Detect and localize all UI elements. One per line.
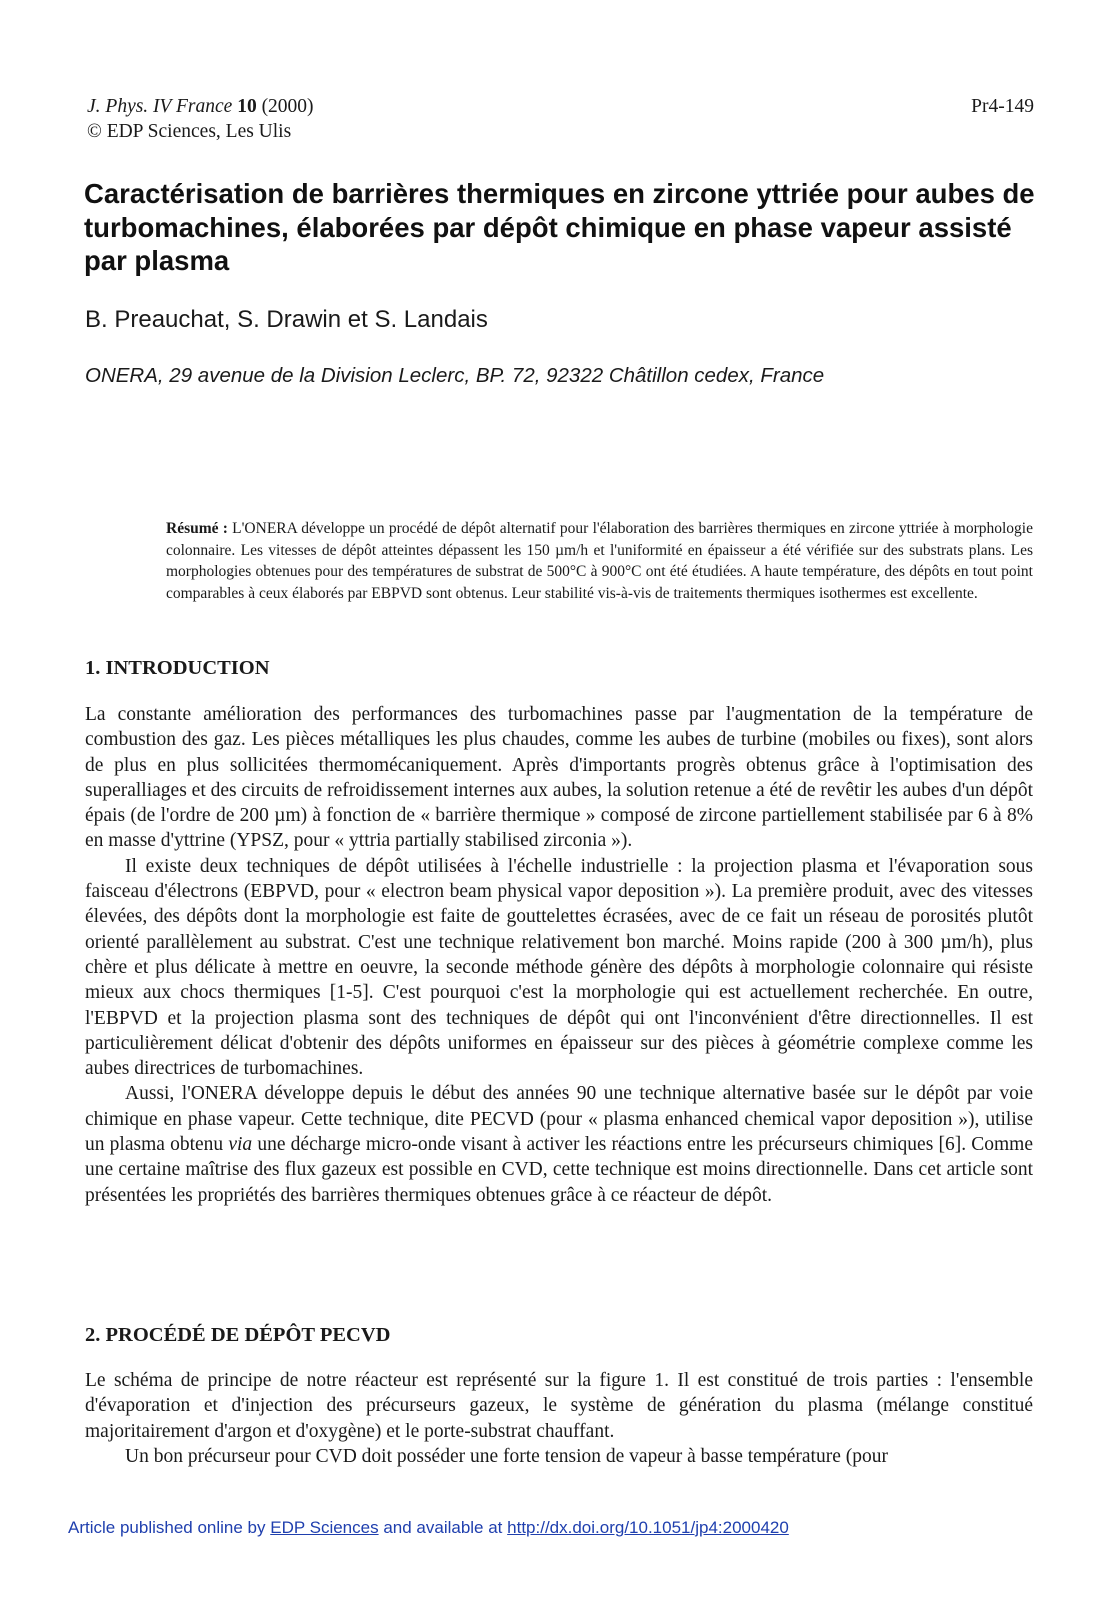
intro-paragraph-3-part-1: Aussi, l'ONERA développe depuis le début des années 90 une technique alternative basée sur le dépôt par voie chimique en phase vapeur. Cette technique, dite PECVD (pour « plasma enhanced chemical vapor deposition »), utilise un plasma obtenu bbox=[85, 1083, 1033, 1156]
publication-footer bbox=[68, 1517, 789, 1539]
abstract bbox=[166, 518, 1033, 604]
abstract-label: Résumé : bbox=[166, 520, 228, 537]
footer-prefix: Article published online by bbox=[68, 1518, 271, 1537]
publisher-link[interactable]: EDP Sciences bbox=[270, 1518, 379, 1537]
intro-paragraph-3-part-2: une décharge micro-onde visant à activer les réactions entre les précurseurs chimiques [6]. Comme une certaine maîtrise des flux gazeux est possible en CVD, cette technique est moins directionnelle. Dans cet article sont présentées les propriétés des barrières thermiques obtenues grâce à ce réacteur de dépôt. bbox=[85, 1134, 1034, 1206]
abstract-text: L'ONERA développe un procédé de dépôt alternatif pour l'élaboration des barrières thermiques en zircone yttriée à morphologie colonnaire. Les vitesses de dépôt atteintes dépassent les 150 µm/h et l'uniformité en épaisseur a été vérifiée sur des substrats plans. Les morphologies obtenues pour des températures de substrat de 500°C à 900°C ont été étudiées. A haute température, des dépôts en tout point comparables à ceux élaborés par EBPVD sont obtenus. Leur stabilité vis-à-vis de traitements thermiques isothermes est excellente. bbox=[166, 520, 1033, 602]
procede-paragraph-2: Un bon précurseur pour CVD doit posséder une forte tension de vapeur à basse température (pour bbox=[125, 1445, 888, 1467]
journal-name: J. Phys. IV France bbox=[87, 96, 233, 117]
page-number: Pr4-149 bbox=[971, 96, 1034, 117]
procede-body bbox=[85, 1368, 1033, 1469]
journal-reference bbox=[87, 94, 314, 144]
journal-volume: 10 bbox=[237, 96, 257, 117]
footer-middle: and available at bbox=[378, 1518, 508, 1537]
doi-link[interactable]: http://dx.doi.org/10.1051/jp4:2000420 bbox=[507, 1518, 789, 1537]
intro-paragraph-3 bbox=[85, 1081, 1033, 1207]
section-heading-introduction: 1. INTRODUCTION bbox=[85, 657, 270, 679]
procede-paragraph-1: Le schéma de principe de notre réacteur est représenté sur la figure 1. Il est constitué de trois parties : l'ensemble d'évaporation et d'injection des précurseurs gazeux, le système de génération du plasma (mélange constitué majoritairement d'argon et d'oxygène) et le porte-substrat chauffant. bbox=[85, 1370, 1033, 1442]
affiliation: ONERA, 29 avenue de la Division Leclerc, BP. 72, 92322 Châtillon cedex, France bbox=[85, 364, 825, 387]
authors: B. Preauchat, S. Drawin et S. Landais bbox=[85, 306, 488, 333]
journal-citation-line bbox=[87, 94, 314, 119]
intro-paragraph-2: Il existe deux techniques de dépôt utilisées à l'échelle industrielle : la projection plasma et l'évaporation sous faisceau d'électrons (EBPVD, pour « electron beam physical vapor deposition »). La première produit, avec des vitesses élevées, des dépôts dont la morphologie est faite de gouttelettes écrasées, avec de ce fait un réseau de porosités plutôt orienté parallèlement au substrat. C'est une technique relativement bon marché. Moins rapide (200 à 300 µm/h), plus chère et plus délicate à mettre en oeuvre, la seconde méthode génère des dépôts à morphologie colonnaire qui résiste mieux aux chocs thermiques [1-5]. C'est pourquoi c'est la morphologie qui est actuellement recherchée. En outre, l'EBPVD et la projection plasma sont des techniques de dépôt qui ont l'inconvénient d'être directionnelles. Il est particulièrement délicat d'obtenir des dépôts uniformes en épaisseur sur des pièces à géométrie complexe comme les aubes directrices de turbomachines. bbox=[85, 855, 1033, 1080]
introduction-body bbox=[85, 702, 1033, 1208]
section-heading-procede: 2. PROCÉDÉ DE DÉPÔT PECVD bbox=[85, 1324, 391, 1346]
journal-year: (2000) bbox=[261, 96, 314, 117]
paper-title: Caractérisation de barrières thermiques en zircone yttriée pour aubes de turbomachines, élaborées par dépôt chimique en phase vapeur assisté par plasma bbox=[84, 178, 1035, 276]
copyright-line: © EDP Sciences, Les Ulis bbox=[87, 121, 292, 142]
intro-paragraph-3-via: via bbox=[228, 1134, 253, 1156]
intro-paragraph-1: La constante amélioration des performances des turbomachines passe par l'augmentation de la température de combustion des gaz. Les pièces métalliques les plus chaudes, comme les aubes de turbine (mobiles ou fixes), sont alors de plus en plus sollicitées thermomécaniquement. Après d'importants progrès obtenus grâce à l'optimisation des superalliages et des circuits de refroidissement internes aux aubes, la solution retenue a été de revêtir les aubes d'un dépôt épais (de l'ordre de 200 µm) à fonction de « barrière thermique » composé de zircone partiellement stabilisée par 6 à 8% en masse d'yttrine (YPSZ, pour « yttria partially stabilised zirconia »). bbox=[85, 704, 1033, 852]
